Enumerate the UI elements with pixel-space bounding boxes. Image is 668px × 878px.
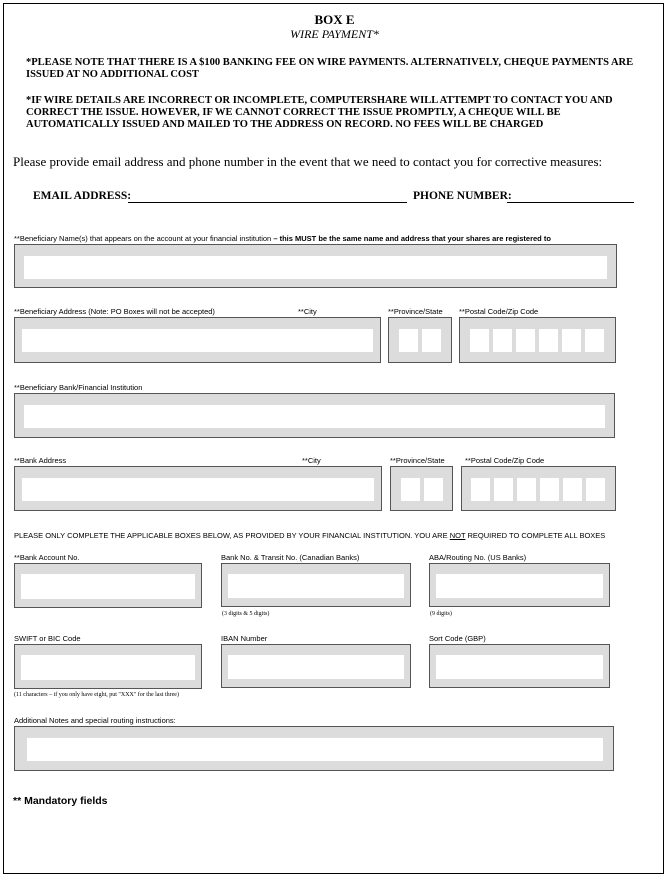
beneficiary-postal-label: **Postal Code/Zip Code [459, 307, 539, 316]
aba-hint: (9 digits) [430, 611, 452, 617]
swift-input[interactable] [21, 655, 195, 680]
beneficiary-bank-label: **Beneficiary Bank/Financial Institution [14, 383, 143, 392]
iban-input[interactable] [228, 655, 404, 679]
box-title: BOX E [314, 12, 355, 27]
applicable-instruction-end: REQUIRED TO COMPLETE ALL BOXES [465, 531, 606, 540]
swift-hint: (11 characters – if you only have eight, put "XXX" for the last three) [14, 692, 179, 698]
bank-postal-char-4[interactable] [540, 478, 559, 501]
beneficiary-postal-char-5[interactable] [562, 329, 581, 352]
bank-postal-label: **Postal Code/Zip Code [465, 456, 545, 465]
beneficiary-postal-char-6[interactable] [585, 329, 604, 352]
bank-postal-box [461, 466, 616, 511]
bank-province-box [390, 466, 453, 511]
email-field[interactable] [128, 202, 407, 203]
beneficiary-postal-char-3[interactable] [516, 329, 535, 352]
iban-box [221, 644, 411, 688]
additional-notes-box [14, 726, 614, 771]
beneficiary-province-char-2[interactable] [422, 329, 441, 352]
bank-address-box [14, 466, 382, 511]
applicable-instruction-not: NOT [449, 531, 466, 540]
bank-city-label: **City [302, 456, 321, 465]
additional-notes-input[interactable] [27, 738, 603, 761]
beneficiary-province-box [388, 317, 452, 363]
email-label: EMAIL ADDRESS: [33, 190, 132, 202]
beneficiary-name-warning: – this MUST be the same name and address that your shares are registered to [273, 234, 551, 243]
transit-box [221, 563, 411, 607]
fee-notice: *PLEASE NOTE THAT THERE IS A $100 BANKING FEE ON WIRE PAYMENTS. ALTERNATIVELY, CHEQUE PAYMENTS ARE ISSUED AT NO ADDITIONAL COST [26, 57, 634, 80]
phone-label: PHONE NUMBER: [413, 190, 512, 202]
beneficiary-address-label: **Beneficiary Address (Note: PO Boxes will not be accepted) [14, 307, 215, 316]
sort-code-input[interactable] [436, 655, 603, 679]
bank-address-label: **Bank Address [14, 456, 67, 465]
beneficiary-name-label-text: **Beneficiary Name(s) that appears on the account at your financial institution [14, 234, 274, 243]
bank-province-char-1[interactable] [401, 478, 420, 501]
bank-postal-char-2[interactable] [494, 478, 513, 501]
iban-label: IBAN Number [221, 634, 268, 643]
swift-box [14, 644, 202, 689]
beneficiary-name-label [14, 234, 551, 243]
beneficiary-postal-box [459, 317, 616, 363]
bank-address-input[interactable] [22, 478, 374, 501]
beneficiary-bank-box [14, 393, 615, 438]
applicable-instruction-start: PLEASE ONLY COMPLETE THE APPLICABLE BOXES BELOW, AS PROVIDED BY YOUR FINANCIAL INSTITUTION. YOU ARE [14, 531, 450, 540]
bank-province-label: **Province/State [390, 456, 445, 465]
beneficiary-postal-char-1[interactable] [470, 329, 489, 352]
beneficiary-name-box [14, 244, 617, 288]
bank-account-box [14, 563, 202, 608]
mandatory-fields-note: ** Mandatory fields [13, 795, 108, 807]
beneficiary-address-input[interactable] [22, 329, 373, 352]
beneficiary-address-box [14, 317, 381, 363]
swift-label: SWIFT or BIC Code [14, 634, 81, 643]
incorrect-details-notice: *IF WIRE DETAILS ARE INCORRECT OR INCOMPLETE, COMPUTERSHARE WILL ATTEMPT TO CONTACT YOU AND CORRECT THE ISSUE. HOWEVER, IF WE CANNOT CORRECT THE ISSUE PROMPTLY, A CHEQUE WILL BE AUTOMATICALLY ISSUED AND MAILED TO THE ADDRESS ON RECORD. NO FEES WILL BE CHARGED [26, 95, 613, 130]
aba-input[interactable] [436, 574, 603, 598]
applicable-boxes-instruction [14, 531, 605, 540]
beneficiary-name-input[interactable] [24, 256, 607, 279]
box-subtitle: WIRE PAYMENT* [290, 27, 379, 41]
sort-code-label: Sort Code (GBP) [429, 634, 486, 643]
wire-payment-form [3, 3, 664, 874]
bank-postal-char-5[interactable] [563, 478, 582, 501]
bank-postal-char-6[interactable] [586, 478, 605, 501]
bank-postal-char-1[interactable] [471, 478, 490, 501]
beneficiary-bank-input[interactable] [24, 405, 605, 428]
bank-postal-char-3[interactable] [517, 478, 536, 501]
transit-hint: (3 digits & 5 digits) [222, 611, 270, 617]
transit-input[interactable] [228, 574, 404, 598]
beneficiary-province-label: **Province/State [388, 307, 443, 316]
contact-instruction: Please provide email address and phone number in the event that we need to contact you for corrective measures: [13, 154, 603, 169]
beneficiary-postal-char-4[interactable] [539, 329, 558, 352]
beneficiary-province-char-1[interactable] [399, 329, 418, 352]
bank-account-input[interactable] [21, 574, 195, 599]
bank-province-char-2[interactable] [424, 478, 443, 501]
aba-label: ABA/Routing No. (US Banks) [429, 553, 527, 562]
beneficiary-city-label: **City [298, 307, 317, 316]
aba-box [429, 563, 610, 607]
beneficiary-postal-char-2[interactable] [493, 329, 512, 352]
transit-label: Bank No. & Transit No. (Canadian Banks) [221, 553, 360, 562]
additional-notes-label: Additional Notes and special routing instructions: [14, 716, 176, 725]
sort-code-box [429, 644, 610, 688]
bank-account-label: **Bank Account No. [14, 553, 80, 562]
phone-field[interactable] [507, 202, 634, 203]
